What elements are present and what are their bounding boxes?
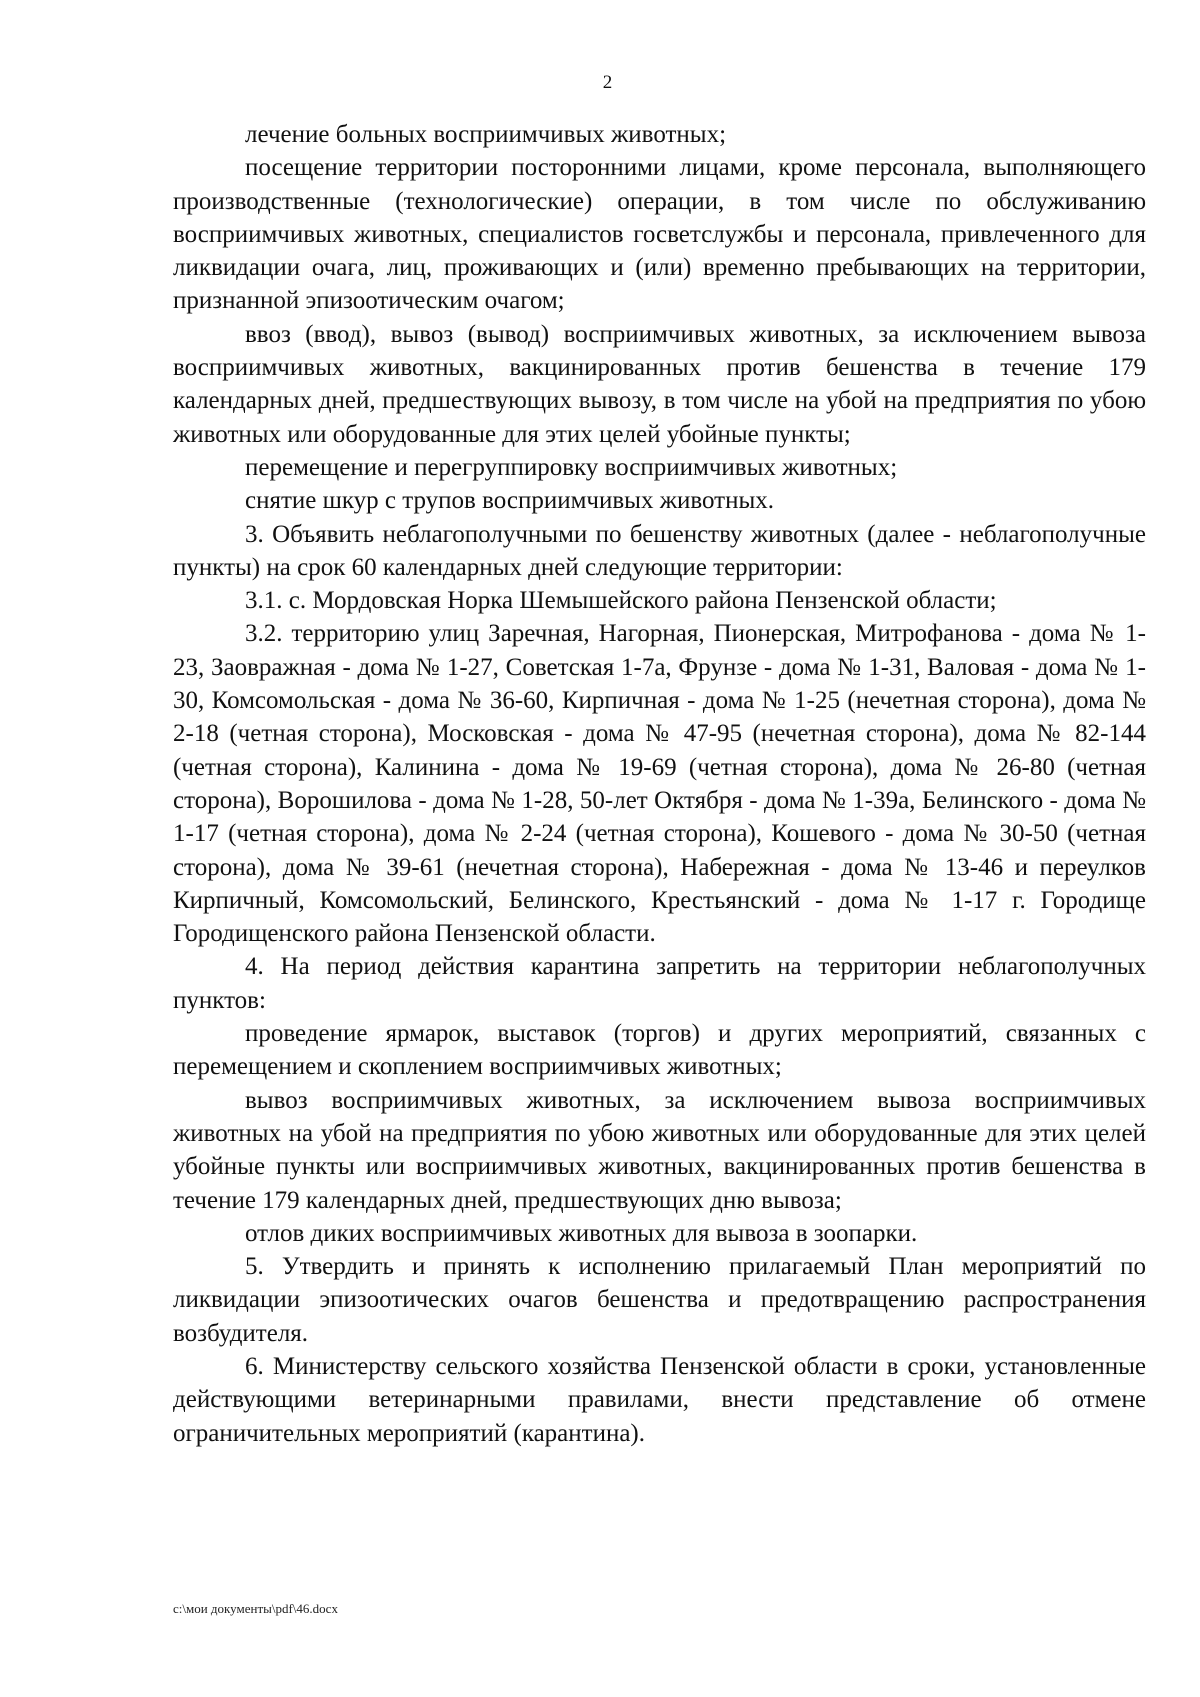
paragraph: снятие шкур с трупов восприимчивых животных. bbox=[245, 487, 775, 515]
paragraph: перемещение и перегруппировку восприимчивых животных; bbox=[245, 453, 898, 481]
paragraph: 4. На период действия карантина запретить на территории неблагополучных пунктов: bbox=[173, 953, 1146, 1014]
footer-file-path: c:\мои документы\pdf\46.docx bbox=[173, 1601, 338, 1616]
paragraph: посещение территории посторонними лицами, кроме персонала, выполняющего производственные (технологические) операции, в том числе по обслуживанию восприимчивых животных, специалистов госветслужбы и персонала, привлеченного для ликвидации очага, лиц, проживающих и (или) временно пребывающих на территории, признанной эпизоотическим очагом; bbox=[173, 154, 1146, 315]
paragraph: 5. Утвердить и принять к исполнению прилагаемый План мероприятий по ликвидации эпизоотических очагов бешенства и предотвращению распространения возбудителя. bbox=[173, 1253, 1146, 1347]
paragraph: вывоз восприимчивых животных, за исключением вывоза восприимчивых животных на убой на предприятия по убою животных или оборудованные для этих целей убойные пункты или восприимчивых животных, вакцинированных против бешенства в течение 179 календарных дней, предшествующих дню вывоза; bbox=[173, 1086, 1146, 1214]
paragraph: отлов диких восприимчивых животных для вывоза в зоопарки. bbox=[245, 1219, 918, 1247]
document-body bbox=[173, 118, 1146, 1450]
paragraph: проведение ярмарок, выставок (торгов) и других мероприятий, связанных с перемещением и скоплением восприимчивых животных; bbox=[173, 1020, 1146, 1081]
paragraph: 3. Объявить неблагополучными по бешенству животных (далее - неблагополучные пункты) на срок 60 календарных дней следующие территории: bbox=[173, 520, 1146, 581]
paragraph: 6. Министерству сельского хозяйства Пензенской области в сроки, установленные действующими ветеринарными правилами, внести представление об отмене ограничительных мероприятий (карантина). bbox=[173, 1352, 1146, 1447]
page-number: 2 bbox=[602, 72, 613, 93]
paragraph: 3.1. с. Мордовская Норка Шемышейского района Пензенской области; bbox=[245, 587, 997, 615]
paragraph: 3.2. территорию улиц Заречная, Нагорная, Пионерская, Митрофанова - дома № 1-23, Заовражная - дома № 1-27, Советская 1-7а, Фрунзе - дома № 1-31, Валовая - дома № 1-30, Комсомольская - дома № 36-60, Кирпичная - дома № 1-25 (нечетная сторона), дома № 2-18 (четная сторона), Московская - дома № 47-95 (нечетная сторона), дома № 82-144 (четная сторона), Калинина - дома № 19-69 (четная сторона), дома № 26-80 (четная сторона), Ворошилова - дома № 1-28, 50-лет Октября - дома № 1-39а, Белинского - дома № 1-17 (четная сторона), дома № 2-24 (четная сторона), Кошевого - дома № 30-50 (четная сторона), дома № 39-61 (нечетная сторона), Набережная - дома № 13-46 и переулков Кирпичный, Комсомольский, Белинского, Крестьянский - дома № 1-17 г. Городище Городищенского района Пензенской области. bbox=[173, 620, 1146, 948]
paragraph: ввоз (ввод), вывоз (вывод) восприимчивых животных, за исключением вывоза восприимчивых животных, вакцинированных против бешенства в течение 179 календарных дней, предшествующих вывозу, в том числе на убой на предприятия по убою животных или оборудованные для этих целей убойные пункты; bbox=[173, 320, 1146, 448]
paragraph: лечение больных восприимчивых животных; bbox=[245, 121, 727, 148]
